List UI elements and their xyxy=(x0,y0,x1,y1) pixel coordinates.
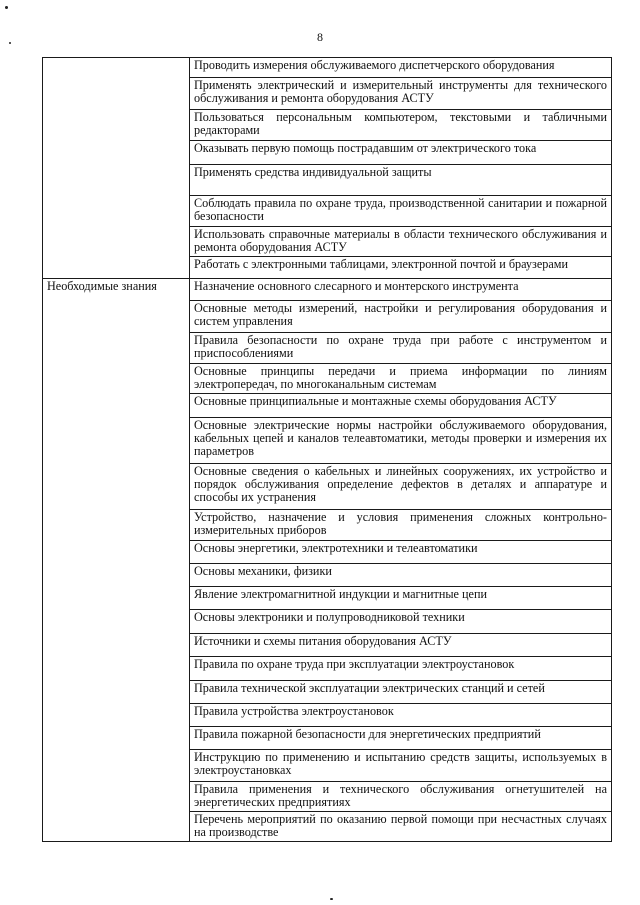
requirement-cell xyxy=(190,196,612,227)
requirement-cell xyxy=(190,727,612,750)
requirement-text: Инструкцию по применению и испытанию средств защиты, используемых в электроустановках xyxy=(194,750,607,777)
section-label-cell xyxy=(43,279,190,842)
requirement-text: Пользоваться персональным компьютером, текстовыми и табличными редакторами xyxy=(194,110,607,137)
requirement-text: Соблюдать правила по охране труда, производственной санитарии и пожарной безопасности xyxy=(194,196,607,223)
requirement-cell xyxy=(190,301,612,333)
requirement-cell xyxy=(190,418,612,464)
scan-speck xyxy=(9,42,11,44)
page-number: 8 xyxy=(317,30,323,44)
requirement-cell xyxy=(190,634,612,657)
requirement-cell xyxy=(190,610,612,634)
requirement-text: Основные принципы передачи и приема информации по линиям электропередач, по многоканальным системам xyxy=(194,364,607,391)
requirement-text: Оказывать первую помощь пострадавшим от электрического тока xyxy=(194,141,537,155)
requirement-text: Работать с электронными таблицами, электронной почтой и браузерами xyxy=(194,257,568,271)
requirement-text: Основы механики, физики xyxy=(194,564,332,578)
requirement-cell xyxy=(190,333,612,364)
section-label-cell xyxy=(43,58,190,279)
requirement-text: Проводить измерения обслуживаемого диспетчерского оборудования xyxy=(194,58,555,72)
requirement-cell xyxy=(190,141,612,165)
requirement-cell xyxy=(190,782,612,812)
requirement-text: Основные методы измерений, настройки и регулирования оборудования и систем управления xyxy=(194,301,607,328)
requirement-text: Использовать справочные материалы в области технического обслуживания и ремонта оборудования АСТУ xyxy=(194,227,607,254)
requirement-text: Применять электрический и измерительный инструменты для технического обслуживания и ремонта оборудования АСТУ xyxy=(194,78,607,105)
requirement-text: Основные электрические нормы настройки обслуживаемого оборудования, кабельных цепей и каналов телеавтоматики, методы проверки и измерения их параметров xyxy=(194,418,607,458)
requirement-cell xyxy=(190,58,612,78)
table-row xyxy=(43,58,612,78)
competency-table xyxy=(42,57,612,842)
requirement-cell xyxy=(190,657,612,681)
requirement-cell xyxy=(190,110,612,141)
requirement-text: Перечень мероприятий по оказанию первой помощи при несчастных случаях на производстве xyxy=(194,812,607,839)
requirement-text: Основы электроники и полупроводниковой техники xyxy=(194,610,465,624)
requirement-cell xyxy=(190,394,612,418)
requirement-cell xyxy=(190,227,612,257)
requirement-cell xyxy=(190,510,612,541)
requirement-cell xyxy=(190,364,612,394)
requirement-text: Правила устройства электроустановок xyxy=(194,704,394,718)
requirement-cell xyxy=(190,681,612,704)
requirement-cell xyxy=(190,812,612,842)
requirement-text: Правила по охране труда при эксплуатации электроустановок xyxy=(194,657,515,671)
requirement-cell xyxy=(190,750,612,782)
requirement-text: Назначение основного слесарного и монтерского инструмента xyxy=(194,279,519,293)
scan-speck xyxy=(5,6,8,9)
requirement-text: Основные принципиальные и монтажные схемы оборудования АСТУ xyxy=(194,394,557,408)
requirement-text: Правила пожарной безопасности для энергетических предприятий xyxy=(194,727,541,741)
requirement-cell xyxy=(190,541,612,564)
requirement-cell xyxy=(190,464,612,510)
table-row xyxy=(43,279,612,301)
requirement-text: Источники и схемы питания оборудования АСТУ xyxy=(194,634,452,648)
section-label: Необходимые знания xyxy=(47,279,157,293)
requirement-text: Явление электромагнитной индукции и магнитные цепи xyxy=(194,587,487,601)
requirement-cell xyxy=(190,564,612,587)
requirement-cell xyxy=(190,587,612,610)
requirement-text: Правила безопасности по охране труда при работе с инструментом и приспособлениями xyxy=(194,333,607,360)
scan-speck xyxy=(330,898,333,900)
requirement-cell xyxy=(190,704,612,727)
requirement-text: Устройство, назначение и условия применения сложных контрольно-измерительных приборов xyxy=(194,510,607,537)
requirement-text: Правила применения и технического обслуживания огнетушителей на энергетических предприятиях xyxy=(194,782,607,809)
requirement-cell xyxy=(190,257,612,279)
requirement-cell xyxy=(190,279,612,301)
requirement-cell xyxy=(190,165,612,196)
requirement-text: Правила технической эксплуатации электрических станций и сетей xyxy=(194,681,545,695)
requirement-text: Применять средства индивидуальной защиты xyxy=(194,165,432,179)
requirement-text: Основные сведения о кабельных и линейных сооружениях, их устройство и порядок обслуживания определение дефектов в деталях и аппаратуре и способы их устранения xyxy=(194,464,607,504)
requirement-cell xyxy=(190,78,612,110)
requirement-text: Основы энергетики, электротехники и телеавтоматики xyxy=(194,541,478,555)
